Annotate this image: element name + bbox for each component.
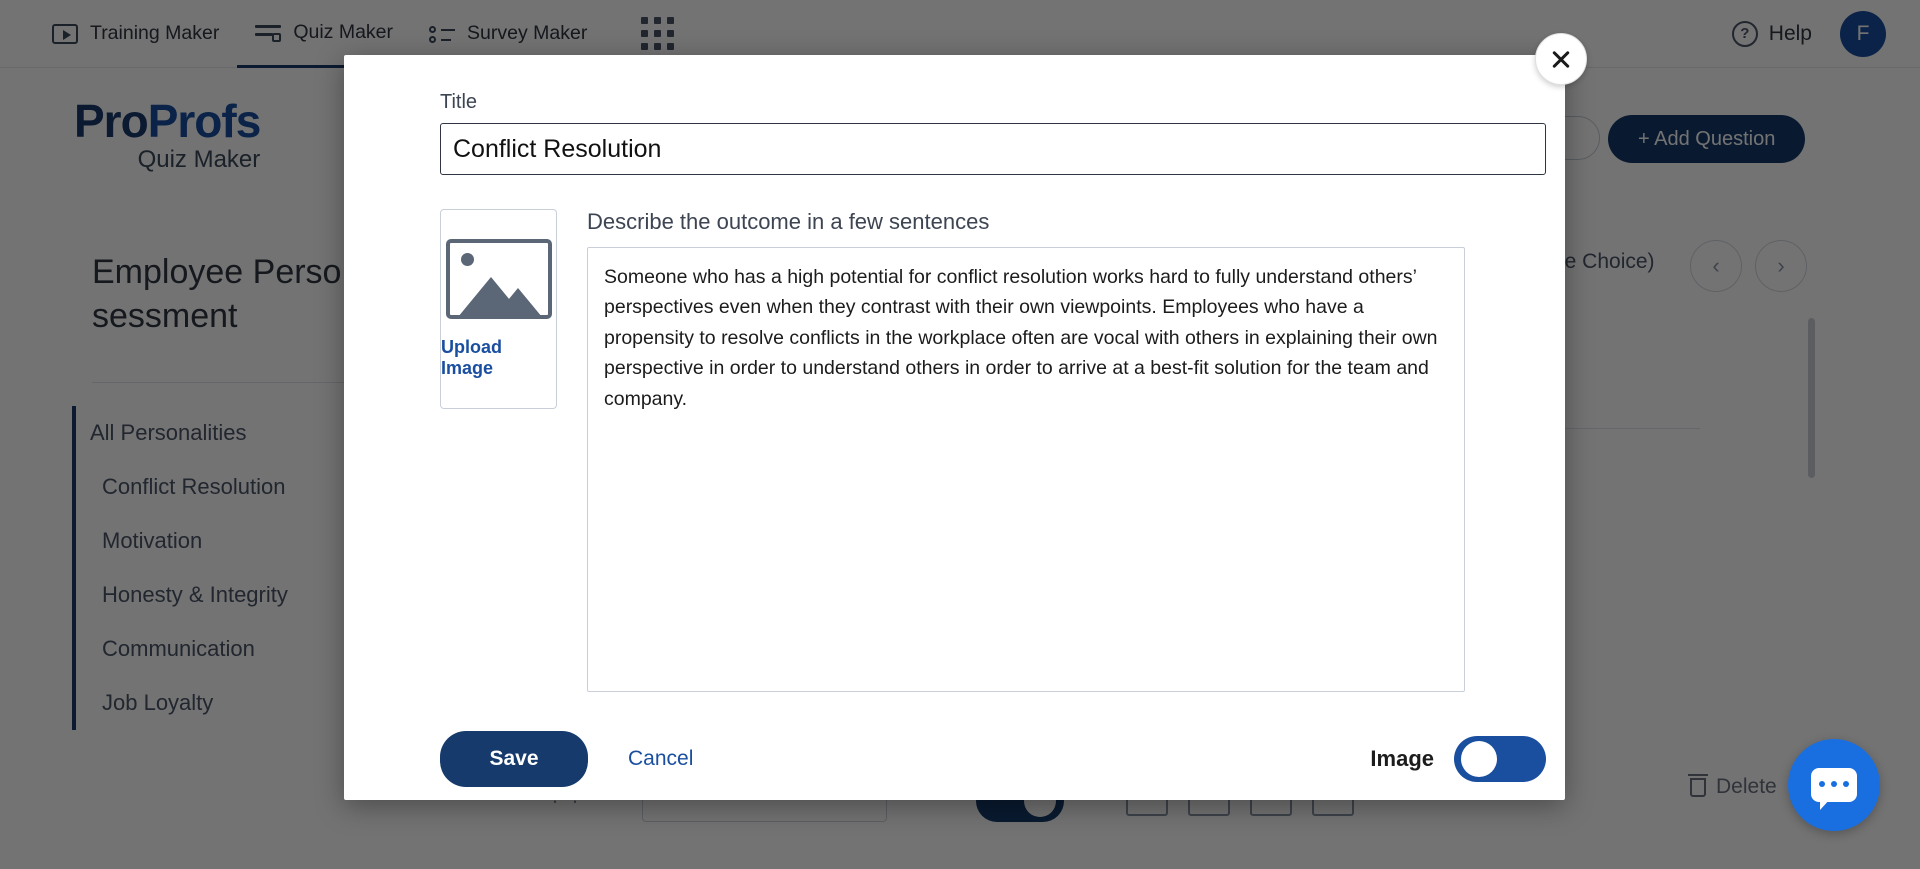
close-icon[interactable]: [1535, 33, 1587, 85]
image-placeholder-icon: [446, 239, 552, 319]
title-label: Title: [440, 91, 478, 113]
edit-outcome-modal: [344, 55, 1565, 800]
modal-footer: [440, 731, 1546, 787]
image-toggle-group: [1370, 736, 1546, 782]
image-toggle[interactable]: [1454, 736, 1546, 782]
description-column: [587, 209, 1465, 697]
chat-bubble-icon[interactable]: [1788, 739, 1880, 831]
modal-body: [440, 209, 1465, 697]
save-button[interactable]: Save: [440, 731, 588, 787]
description-textarea[interactable]: [587, 247, 1465, 692]
title-input[interactable]: [440, 123, 1546, 175]
upload-image-label: Upload Image: [441, 337, 502, 378]
image-toggle-knob: [1461, 741, 1497, 777]
description-label: Describe the outcome in a few sentences: [587, 209, 990, 234]
upload-image-button[interactable]: [440, 209, 557, 409]
image-toggle-label: Image: [1370, 746, 1434, 771]
cancel-button[interactable]: Cancel: [622, 746, 699, 772]
